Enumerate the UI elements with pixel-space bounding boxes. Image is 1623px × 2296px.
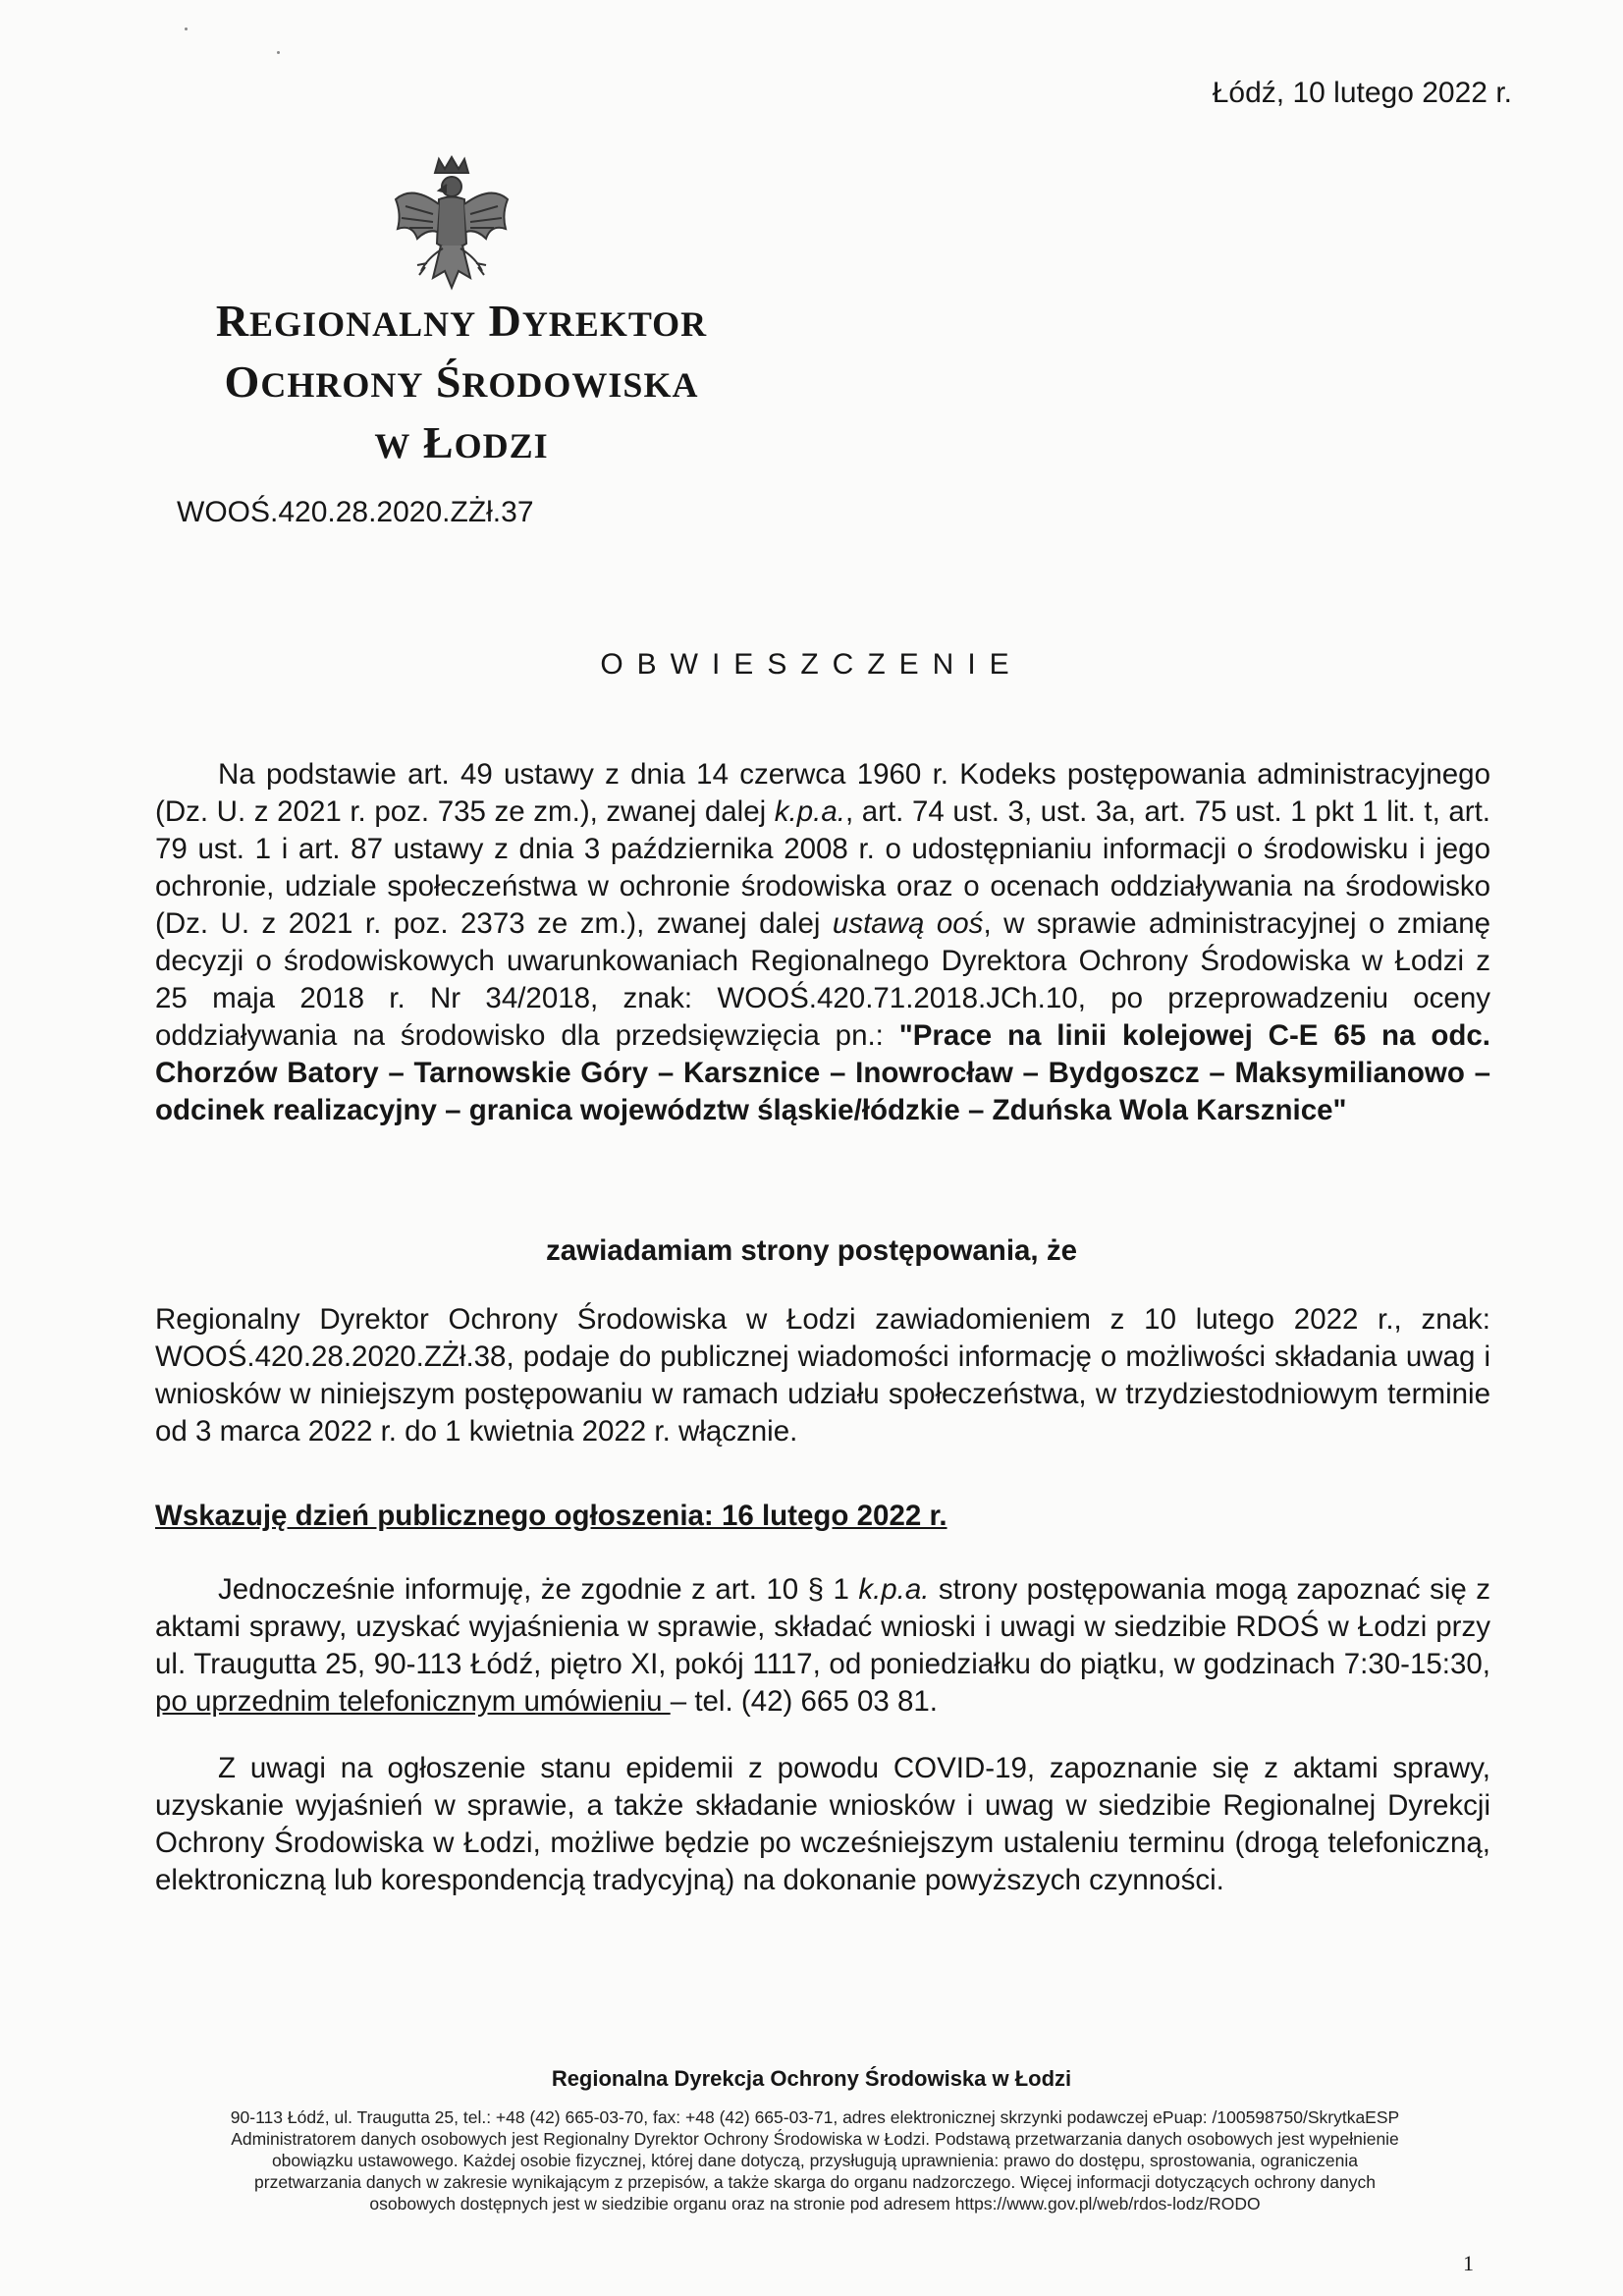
access-info-paragraph: Jednocześnie informuję, że zgodnie z art. 10 § 1 k.p.a. strony postępowania mogą zapoznać się z aktami sprawy, uzyskać wyjaśnienia w sprawie, składać wnioski i uwagi w siedzibie RDOŚ w Łodzi przy ul. Traugutta 25, 90-113 Łódź, piętro XI, pokój 1117, od poniedziałku do piątku, w godzinach 7:30-15:30, po uprzednim telefonicznym umówieniu – tel. (42) 665 03 81.: [155, 1573, 1490, 1718]
office-name-line2: OCHRONY ŚRODOWISKA: [224, 356, 699, 407]
scan-speck: [185, 27, 188, 30]
legal-basis-paragraph: Na podstawie art. 49 ustawy z dnia 14 czerwca 1960 r. Kodeks postępowania administracyjnego (Dz. U. z 2021 r. poz. 735 ze zm.), zwanej dalej k.p.a., art. 74 ust. 3, ust. 3a, art. 75 ust. 1 pkt 1 lit. t, art. 79 ust. 1 i art. 87 ustawy z dnia 3 października 2008 r. o udostępnianiu informacji o środowisku i jego ochronie, udziale społeczeństwa w ochronie środowiska oraz o ocenach oddziaływania na środowisko (Dz. U. z 2021 r. poz. 2373 ze zm.), zwanej dalej ustawą ooś, w sprawie administracyjnej o zmianę decyzji o środowiskowych uwarunkowaniach Regionalnego Dyrektora Ochrony Środowiska w Łodzi z 25 maja 2018 r. Nr 34/2018, znak: WOOŚ.420.71.2018.JCh.10, po przeprowadzeniu oceny oddziaływania na środowisko dla przedsięwzięcia pn.: "Prace na linii kolejowej C-E 65 na odc. Chorzów Batory – Tarnowskie Góry – Karsznice – Inowrocław – Bydgoszcz – Maksymilianowo – odcinek realizacyjny – granica województw śląskie/łódzkie – Zduńska Wola Karsznice": [155, 758, 1491, 1126]
document-date: Łódź, 10 lutego 2022 r.: [1212, 77, 1512, 109]
scan-speck: [277, 51, 280, 54]
footer-contact-rodo: 90-113 Łódź, ul. Traugutta 25, tel.: +48 (42) 665-03-70, fax: +48 (42) 665-03-71, adres elektronicznej skrzynki podawczej ePuap: /100598750/SkrytkaESP Administratorem danych osobowych jest Regionalny Dyrektor Ochrony Środowiska w Łodzi. Podstawą przetwarzania danych osobowych jest wypełnienie obowiązku ustawowego. Każdej osobie fizycznej, której dane dotyczą, przysługują uprawnienia: prawo do dostępu, sprostowania, ograniczenia przetwarzania danych w zakresie wynikającym z przepisów, a także skarga do organu nadzorczego. Więcej informacji dotyczących ochrony danych osobowych dostępnych jest w siedzibie organu oraz na stronie pod adresem https://www.gov.pl/web/rdos-lodz/RODO: [230, 2107, 1400, 2214]
page-number: 1: [1463, 2251, 1474, 2275]
polish-eagle-emblem-icon: [388, 155, 515, 302]
document-title: OBWIESZCZENIE: [600, 648, 1023, 681]
office-name-line1: REGIONALNY DYREKTOR: [215, 296, 708, 346]
announcement-date: Wskazuję dzień publicznego ogłoszenia: 16 lutego 2022 r.: [155, 1500, 947, 1532]
case-reference: WOOŚ.420.28.2020.ZŻł.37: [177, 496, 534, 528]
covid-info-paragraph: Z uwagi na ogłoszenie stanu epidemii z powodu COVID-19, zapoznanie się z aktami sprawy, uzyskanie wyjaśnień w sprawie, a także składanie wniosków i uwag w siedzibie Regionalnej Dyrekcji Ochrony Środowiska w Łodzi, możliwe będzie po wcześniejszym ustaleniu terminu (drogą telefoniczną, elektroniczną lub korespondencją tradycyjną) na dokonanie powyższych czynności.: [155, 1752, 1490, 1896]
notification-heading: zawiadamiam strony postępowania, że: [546, 1234, 1077, 1267]
footer-organization: Regionalna Dyrekcja Ochrony Środowiska w Łodzi: [551, 2066, 1072, 2091]
office-name-line3: W ŁODZI: [374, 417, 549, 467]
notification-paragraph: Regionalny Dyrektor Ochrony Środowiska w Łodzi zawiadomieniem z 10 lutego 2022 r., znak: WOOŚ.420.28.2020.ZŻł.38, podaje do publicznej wiadomości informację o możliwości składania uwag i wniosków w niniejszym postępowaniu w ramach udziału społeczeństwa, w trzydziestodniowym terminie od 3 marca 2022 r. do 1 kwietnia 2022 r. włącznie.: [155, 1303, 1490, 1448]
